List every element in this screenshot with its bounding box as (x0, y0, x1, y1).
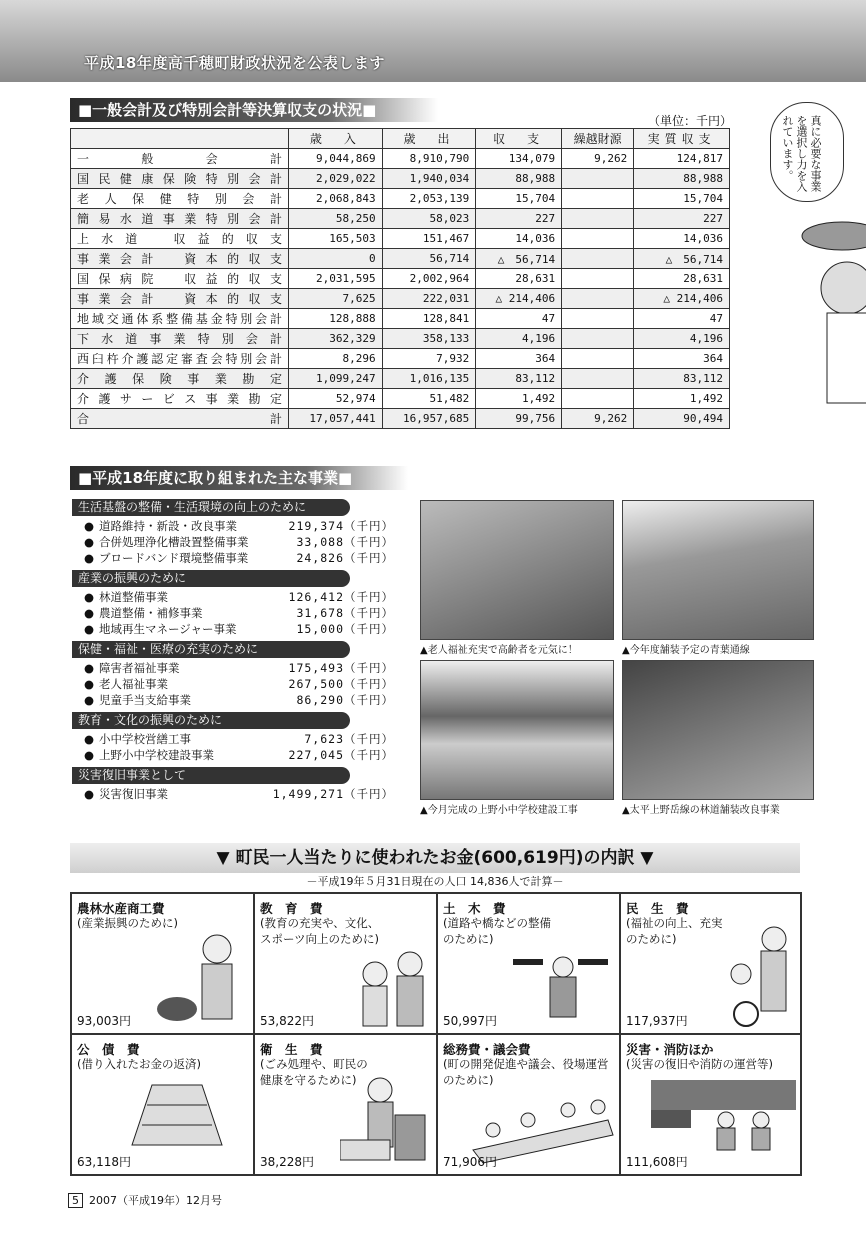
table-cell: 1,099,247 (289, 369, 383, 389)
page-title: 平成18年度高千穂町財政状況を公表します (84, 54, 385, 72)
table-cell: 364 (634, 349, 730, 369)
footer (68, 1192, 222, 1208)
table-cell: 1,492 (476, 389, 562, 409)
table-cell: 17,057,441 (289, 409, 383, 429)
table-cell (562, 269, 634, 289)
table-cell: 28,631 (634, 269, 730, 289)
allocation-cell-education (254, 893, 437, 1034)
project-item (84, 589, 404, 605)
table-cell: 88,988 (634, 169, 730, 189)
allocation-cell-debt (71, 1034, 254, 1175)
table-row-label: 一 般 会 計 (71, 149, 289, 169)
bullet-icon: ● (84, 519, 95, 533)
project-label: 農道整備・補修事業 (99, 606, 203, 620)
table-header: 収 支 (476, 129, 562, 149)
money-pyramid-illustration (122, 1080, 232, 1150)
table-cell: 47 (476, 309, 562, 329)
allocation-cell-agriculture (71, 893, 254, 1034)
allocation-title-text: 民 生 費 (626, 901, 689, 916)
section-title-finance: ■一般会計及び特別会計等決算収支の状況■ (70, 98, 438, 122)
table-cell: 9,262 (562, 149, 634, 169)
finance-table (70, 128, 730, 429)
photo-elderly-welfare (420, 500, 614, 640)
table-cell: 0 (289, 249, 383, 269)
project-amount: 219,374（千円） (288, 519, 394, 533)
table-cell: 99,756 (476, 409, 562, 429)
table-header: 繰越財源 (562, 129, 634, 149)
photo-aoba-road (622, 500, 814, 640)
table-cell (562, 189, 634, 209)
farmer-illustration (157, 929, 247, 1029)
allocation-cell-welfare (620, 893, 801, 1034)
bullet-icon: ● (84, 787, 95, 801)
construction-worker-illustration (508, 949, 608, 1029)
table-cell: 47 (634, 309, 730, 329)
table-row (71, 409, 730, 429)
table-cell: △ 214,406 (634, 289, 730, 309)
table-cell: 83,112 (634, 369, 730, 389)
table-cell: 2,029,022 (289, 169, 383, 189)
allocation-value: 53,822円 (260, 1014, 314, 1028)
project-amount: 15,000（千円） (296, 622, 394, 636)
allocation-cell-sanitation (254, 1034, 437, 1175)
project-item (84, 605, 404, 621)
table-row-label: 西臼杵介護認定審査会特別会計 (71, 349, 289, 369)
firefighters-illustration (651, 1080, 796, 1155)
table-row-label: 事業会計 資本的収支 (71, 249, 289, 269)
table-cell (562, 329, 634, 349)
table-header: 歳 入 (289, 129, 383, 149)
table-cell: △ 56,714 (634, 249, 730, 269)
bullet-icon: ● (84, 693, 95, 707)
table-cell (562, 209, 634, 229)
table-row (71, 389, 730, 409)
table-row-label: 介護サービス事業勘定 (71, 389, 289, 409)
table-row-label: 簡易水道事業特別会計 (71, 209, 289, 229)
project-item (84, 692, 404, 708)
table-cell: 151,467 (382, 229, 476, 249)
table-cell: 165,503 (289, 229, 383, 249)
allocation-desc: (教育の充実や、文化、 スポーツ向上のために) (260, 916, 380, 946)
project-amount: 267,500（千円） (288, 677, 394, 691)
bullet-icon: ● (84, 677, 95, 691)
table-cell: 1,940,034 (382, 169, 476, 189)
table-cell: 362,329 (289, 329, 383, 349)
table-cell: 58,023 (382, 209, 476, 229)
table-cell: 15,704 (476, 189, 562, 209)
allocation-desc: (町の開発促進や議会、役場運営 のために) (443, 1057, 609, 1087)
table-cell: 2,068,843 (289, 189, 383, 209)
allocation-value: 93,003円 (77, 1014, 131, 1028)
allocation-value: 71,906円 (443, 1155, 497, 1169)
page-number: 5 (68, 1193, 83, 1208)
bullet-icon: ● (84, 535, 95, 549)
table-cell (562, 229, 634, 249)
table-row (71, 329, 730, 349)
project-label: 障害者福祉事業 (99, 661, 180, 675)
table-row (71, 209, 730, 229)
table-cell: 358,133 (382, 329, 476, 349)
allocation-subtitle: －平成19年５月31日現在の人口 14,836人で計算－ (306, 875, 564, 888)
allocation-desc: (借り入れたお金の返済) (77, 1057, 201, 1071)
bullet-icon: ● (84, 732, 95, 746)
project-category: 産業の振興のために (72, 570, 350, 587)
table-cell: 14,036 (634, 229, 730, 249)
project-item (84, 534, 404, 550)
allocation-value: 63,118円 (77, 1155, 131, 1169)
project-amount: 24,826（千円） (296, 551, 394, 565)
project-item (84, 660, 404, 676)
allocation-title-text: 農林水産商工費 (77, 901, 165, 916)
table-cell: 222,031 (382, 289, 476, 309)
allocation-cell-civil (437, 893, 620, 1034)
bullet-icon: ● (84, 622, 95, 636)
table-row (71, 369, 730, 389)
table-cell: 227 (634, 209, 730, 229)
allocation-grid (70, 892, 802, 1176)
project-amount: 31,678（千円） (296, 606, 394, 620)
photo-caption: ▲今月完成の上野小中学校建設工事 (420, 805, 578, 816)
table-cell: 2,031,595 (289, 269, 383, 289)
table-cell: 9,262 (562, 409, 634, 429)
project-label: 児童手当支給事業 (99, 693, 191, 707)
table-cell: 52,974 (289, 389, 383, 409)
table-row-label: 地域交通体系整備基金特別会計 (71, 309, 289, 329)
issue-label: 2007（平成19年）12月号 (89, 1194, 222, 1207)
allocation-title-text: 衛 生 費 (260, 1042, 323, 1057)
table-cell (562, 369, 634, 389)
students-illustration (345, 944, 435, 1032)
table-cell: 56,714 (382, 249, 476, 269)
table-cell: 8,296 (289, 349, 383, 369)
mascot-illustration (792, 218, 866, 418)
table-row (71, 149, 730, 169)
project-label: 道路維持・新設・改良事業 (99, 519, 237, 533)
bullet-icon: ● (84, 590, 95, 604)
project-amount: 33,088（千円） (296, 535, 394, 549)
project-label: 地域再生マネージャー事業 (99, 622, 237, 636)
table-cell: 134,079 (476, 149, 562, 169)
project-label: 上野小中学校建設事業 (99, 748, 214, 762)
allocation-title-text: 総務費・議会費 (443, 1042, 531, 1057)
bullet-icon: ● (84, 551, 95, 565)
allocation-desc: (産業振興のために) (77, 916, 178, 930)
table-row-label: 上水道 収益的収支 (71, 229, 289, 249)
table-cell (562, 349, 634, 369)
table-cell: 8,910,790 (382, 149, 476, 169)
bullet-icon: ● (84, 661, 95, 675)
allocation-value: 50,997円 (443, 1014, 497, 1028)
project-category: 保健・福祉・医療の充実のために (72, 641, 350, 658)
project-label: 合併処理浄化槽設置整備事業 (99, 535, 249, 549)
project-category: 災害復旧事業として (72, 767, 350, 784)
table-cell: 28,631 (476, 269, 562, 289)
garbage-worker-illustration (340, 1075, 430, 1170)
table-cell: 4,196 (476, 329, 562, 349)
table-row-label: 国保病院 収益的収支 (71, 269, 289, 289)
table-cell: 128,841 (382, 309, 476, 329)
section-title-projects: ■平成18年度に取り組まれた主な事業■ (70, 466, 408, 490)
table-cell: 4,196 (634, 329, 730, 349)
table-cell: 2,002,964 (382, 269, 476, 289)
table-row-label: 介護保険事業勘定 (71, 369, 289, 389)
project-item (84, 518, 404, 534)
table-cell: 128,888 (289, 309, 383, 329)
project-item (84, 747, 404, 763)
table-cell (562, 249, 634, 269)
table-cell: 1,016,135 (382, 369, 476, 389)
table-cell: 83,112 (476, 369, 562, 389)
table-row (71, 349, 730, 369)
unit-label: （単位：千円） (648, 114, 733, 128)
allocation-title: ▼ 町民一人当たりに使われたお金(600,619円)の内訳 ▼ (70, 843, 800, 873)
table-row (71, 229, 730, 249)
table-row-label: 国民健康保険特別会計 (71, 169, 289, 189)
project-item (84, 786, 404, 802)
table-cell: 14,036 (476, 229, 562, 249)
table-cell (562, 169, 634, 189)
table-cell: 15,704 (634, 189, 730, 209)
table-cell: 1,492 (634, 389, 730, 409)
caregiver-illustration (716, 924, 796, 1029)
allocation-desc: (道路や橋などの整備 のために) (443, 916, 551, 946)
photo-caption: ▲老人福祉充実で高齢者を元気に！ (420, 645, 578, 656)
table-cell: △ 214,406 (476, 289, 562, 309)
speech-bubble-text: 真に必要な事業を選択し力を入れています。 (781, 115, 822, 192)
project-amount: 7,623（千円） (304, 732, 394, 746)
project-label: 災害復旧事業 (99, 787, 168, 801)
project-amount: 126,412（千円） (288, 590, 394, 604)
allocation-desc: (ごみ処理や、町民の 健康を守るために) (260, 1057, 368, 1087)
project-item (84, 550, 404, 566)
table-cell: 124,817 (634, 149, 730, 169)
project-category: 生活基盤の整備・生活環境の向上のために (72, 499, 350, 516)
project-amount: 227,045（千円） (288, 748, 394, 762)
table-cell: 227 (476, 209, 562, 229)
project-item (84, 621, 404, 637)
allocation-desc: (福祉の向上、充実 のために) (626, 916, 723, 946)
table-cell: 2,053,139 (382, 189, 476, 209)
project-item (84, 676, 404, 692)
project-item (84, 731, 404, 747)
allocation-title-text: 教 育 費 (260, 901, 323, 916)
table-header: 歳 出 (382, 129, 476, 149)
table-row-label: 下水道事業特別会計 (71, 329, 289, 349)
table-cell: 51,482 (382, 389, 476, 409)
table-cell: 7,932 (382, 349, 476, 369)
allocation-cell-general (437, 1034, 620, 1175)
table-row (71, 269, 730, 289)
allocation-title-text: 災害・消防ほか (626, 1042, 714, 1057)
table-cell: 58,250 (289, 209, 383, 229)
table-cell (562, 309, 634, 329)
table-row (71, 289, 730, 309)
table-cell: 16,957,685 (382, 409, 476, 429)
allocation-value: 111,608円 (626, 1155, 688, 1169)
bullet-icon: ● (84, 748, 95, 762)
table-row (71, 189, 730, 209)
allocation-value: 38,228円 (260, 1155, 314, 1169)
project-label: 小中学校営繕工事 (99, 732, 191, 746)
project-label: 老人福祉事業 (99, 677, 168, 691)
project-amount: 1,499,271（千円） (272, 787, 394, 801)
allocation-title-text: 公 債 費 (77, 1042, 140, 1057)
table-header (71, 129, 289, 149)
bullet-icon: ● (84, 606, 95, 620)
table-cell: △ 56,714 (476, 249, 562, 269)
table-header: 実質収支 (634, 129, 730, 149)
table-row-label: 老人保健特別会計 (71, 189, 289, 209)
table-cell (562, 289, 634, 309)
table-cell: 9,044,869 (289, 149, 383, 169)
table-row (71, 309, 730, 329)
table-cell: 90,494 (634, 409, 730, 429)
project-label: ブロードバンド環境整備事業 (99, 551, 249, 565)
allocation-desc: (災害の復旧や消防の運営等) (626, 1057, 773, 1071)
table-row (71, 169, 730, 189)
project-category: 教育・文化の振興のために (72, 712, 350, 729)
project-amount: 175,493（千円） (288, 661, 394, 675)
table-row (71, 249, 730, 269)
table-cell (562, 389, 634, 409)
table-cell: 7,625 (289, 289, 383, 309)
allocation-cell-disaster (620, 1034, 801, 1175)
project-amount: 86,290（千円） (296, 693, 394, 707)
project-label: 林道整備事業 (99, 590, 168, 604)
photo-school-construction (420, 660, 614, 800)
table-cell: 88,988 (476, 169, 562, 189)
allocation-value: 117,937円 (626, 1014, 688, 1028)
table-row-label: 合 計 (71, 409, 289, 429)
table-header-row (71, 129, 730, 149)
allocation-title-text: 土 木 費 (443, 901, 506, 916)
table-cell: 364 (476, 349, 562, 369)
photo-forest-road-paving (622, 660, 814, 800)
photo-caption: ▲太平上野岳線の林道舗装改良事業 (622, 805, 780, 816)
photo-caption: ▲今年度舗装予定の青葉通線 (622, 645, 750, 656)
table-row-label: 事業会計 資本的収支 (71, 289, 289, 309)
